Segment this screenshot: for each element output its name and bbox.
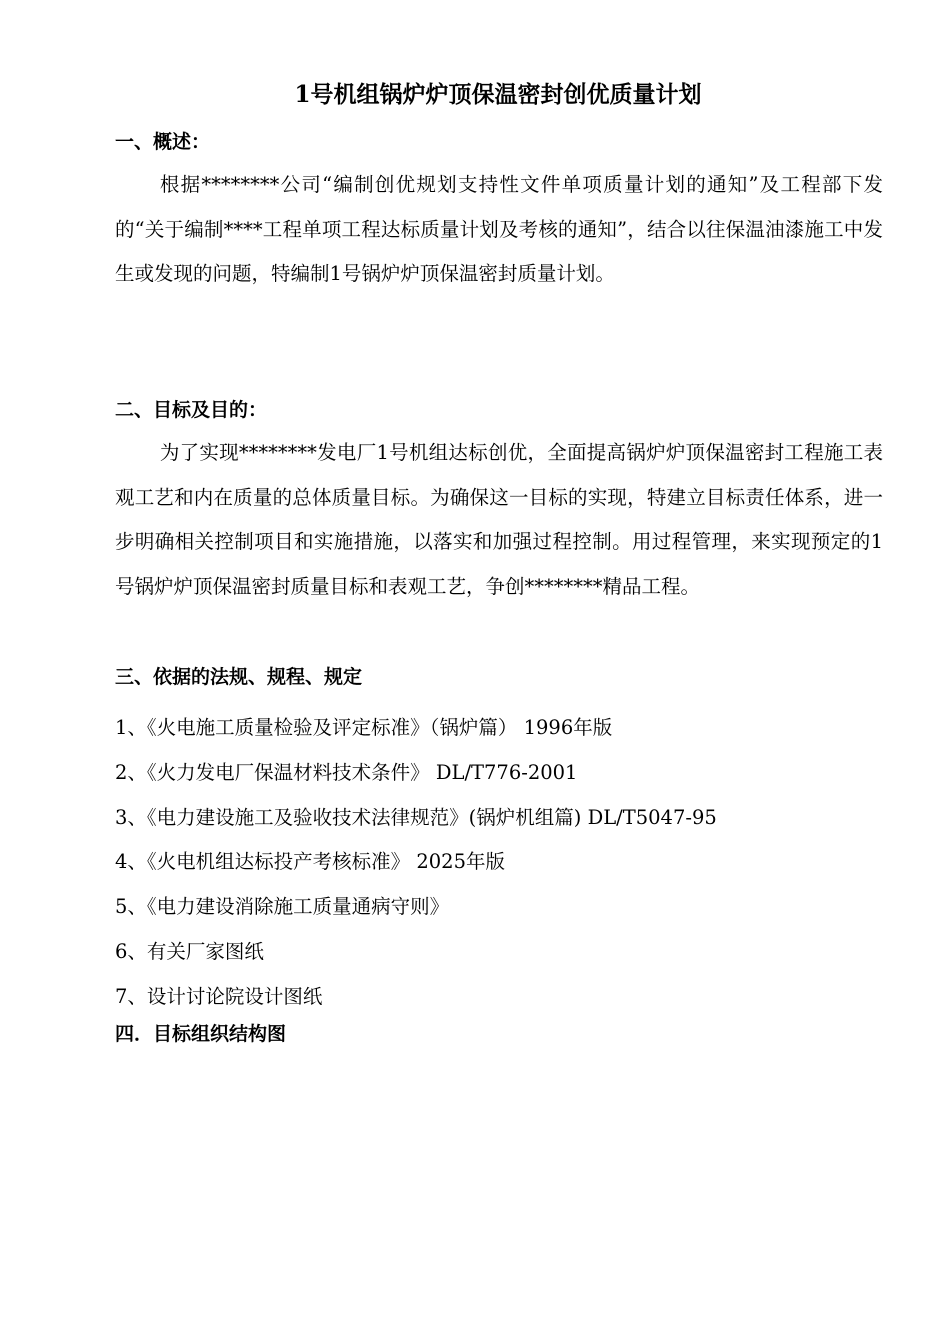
regulations-list [115, 706, 717, 1020]
goals-paragraph: 为了实现********发电厂1号机组达标创优，全面提高锅炉炉顶保温密封工程施工表观工艺和内在质量的总体质量目标。为确保这一目标的实现，特建立目标责任体系，进一步明确相关控制项目和实施措施，以落实和加强过程控制。用过程管理，来实现预定的1号锅炉炉顶保温密封质量目标和表观工艺，争创********精品工程。 [115, 441, 883, 598]
list-item: 5、《电力建设消除施工质量通病守则》 [115, 895, 450, 919]
section-heading-overview: 一、概述： [115, 131, 211, 153]
document-title: 1号机组锅炉炉顶保温密封创优质量计划 [294, 81, 702, 108]
list-item: 6、有关厂家图纸 [115, 939, 264, 963]
list-item: 2、《火力发电厂保温材料技术条件》 DL/T776-2001 [115, 760, 578, 784]
list-item: 1、《火电施工质量检验及评定标准》（锅炉篇） 1996年版 [115, 716, 613, 739]
section-heading-regulations: 三、依据的法规、规程、规定 [115, 666, 363, 688]
list-item: 4、《火电机组达标投产考核标准》 2025年版 [115, 850, 505, 874]
overview-paragraph: 根据********公司“编制创优规划支持性文件单项质量计划的通知”及工程部下发的“关于编制****工程单项工程达标质量计划及考核的通知”，结合以往保温油漆施工中发生或发现的问题，特编制1号锅炉炉顶保温密封质量计划。 [115, 173, 883, 285]
section-heading-goals: 二、目标及目的： [115, 399, 268, 421]
section-heading-org-chart: 四．目标组织结构图 [115, 1023, 287, 1045]
list-item: 3、《电力建设施工及验收技术法律规范》(锅炉机组篇) DL/T5047-95 [115, 805, 717, 829]
list-item: 7、设计讨论院设计图纸 [115, 984, 323, 1008]
